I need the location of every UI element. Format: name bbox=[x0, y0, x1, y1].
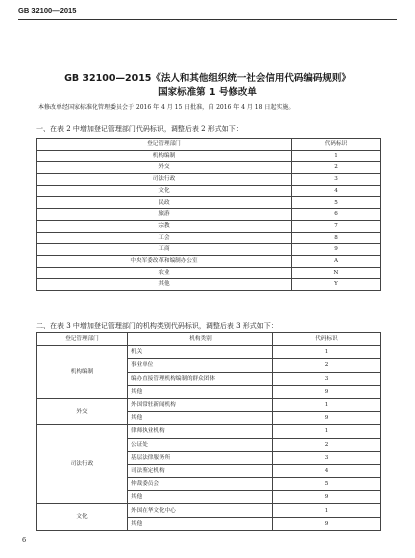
table-2 bbox=[36, 138, 381, 291]
code-cell: 1 bbox=[273, 425, 381, 438]
dept-cell: 机构编制 bbox=[37, 150, 292, 162]
table-3-header-dept: 登记管理部门 bbox=[37, 333, 128, 346]
table-row bbox=[37, 279, 381, 291]
category-cell: 其他 bbox=[128, 385, 273, 398]
category-cell: 编办直接管理机构编制的群众团体 bbox=[128, 372, 273, 385]
table-3-body bbox=[37, 333, 381, 531]
code-cell: 2 bbox=[292, 162, 381, 174]
code-cell: 5 bbox=[292, 197, 381, 209]
category-cell: 事业单位 bbox=[128, 359, 273, 372]
intro-paragraph: 本修改单经国家标准化管理委员会于 2016 年 4 月 15 日批准，自 2016 年 4 月 18 日起实施。 bbox=[38, 104, 295, 111]
dept-cell: 外交 bbox=[37, 162, 292, 174]
dept-cell: 工商 bbox=[37, 244, 292, 256]
document-subtitle: 国家标准第 1 号修改单 bbox=[158, 87, 257, 98]
category-cell: 基层法律服务所 bbox=[128, 451, 273, 464]
table-row bbox=[37, 346, 381, 359]
category-cell: 其他 bbox=[128, 491, 273, 504]
table-2-header-code: 代码标识 bbox=[292, 139, 381, 151]
table-2-header-dept: 登记管理部门 bbox=[37, 139, 292, 151]
category-cell: 司法鉴定机构 bbox=[128, 464, 273, 477]
category-cell: 其他 bbox=[128, 412, 273, 425]
code-cell: 9 bbox=[273, 412, 381, 425]
code-cell: 1 bbox=[292, 150, 381, 162]
code-cell: 9 bbox=[273, 517, 381, 530]
section-2-heading: 二、在表 3 中增加登记管理部门的机构类别代码标识，调整后表 3 形式如下： bbox=[36, 322, 278, 330]
table-3 bbox=[36, 332, 381, 531]
table-3-header-row bbox=[37, 333, 381, 346]
category-cell: 外国常驻新闻机构 bbox=[128, 398, 273, 411]
code-cell: 1 bbox=[273, 398, 381, 411]
table-3-header-code: 代码标识 bbox=[273, 333, 381, 346]
dept-cell: 司法行政 bbox=[37, 174, 292, 186]
code-cell: 3 bbox=[292, 174, 381, 186]
table-row bbox=[37, 162, 381, 174]
table-row bbox=[37, 150, 381, 162]
code-cell: 4 bbox=[273, 464, 381, 477]
table-row bbox=[37, 197, 381, 209]
code-cell: 1 bbox=[273, 346, 381, 359]
dept-group-cell: 司法行政 bbox=[37, 425, 128, 504]
dept-group-cell: 文化 bbox=[37, 504, 128, 530]
table-row bbox=[37, 504, 381, 517]
dept-cell: 文化 bbox=[37, 185, 292, 197]
code-cell: 7 bbox=[292, 220, 381, 232]
code-cell: 9 bbox=[273, 385, 381, 398]
table-row bbox=[37, 185, 381, 197]
code-cell: A bbox=[292, 255, 381, 267]
code-cell: Y bbox=[292, 279, 381, 291]
table-row bbox=[37, 220, 381, 232]
table-row bbox=[37, 255, 381, 267]
dept-cell: 宗教 bbox=[37, 220, 292, 232]
code-cell: 8 bbox=[292, 232, 381, 244]
category-cell: 其他 bbox=[128, 517, 273, 530]
table-row bbox=[37, 232, 381, 244]
code-cell: 9 bbox=[292, 244, 381, 256]
header-rule bbox=[18, 19, 397, 20]
category-cell: 机关 bbox=[128, 346, 273, 359]
table-row bbox=[37, 398, 381, 411]
table-row bbox=[37, 244, 381, 256]
table-2-body bbox=[37, 139, 381, 291]
code-cell: N bbox=[292, 267, 381, 279]
standard-code-header: GB 32100—2015 bbox=[18, 6, 77, 15]
dept-cell: 民政 bbox=[37, 197, 292, 209]
code-cell: 3 bbox=[273, 372, 381, 385]
category-cell: 外国在华文化中心 bbox=[128, 504, 273, 517]
code-cell: 4 bbox=[292, 185, 381, 197]
table-row bbox=[37, 209, 381, 221]
table-row bbox=[37, 267, 381, 279]
category-cell: 公证处 bbox=[128, 438, 273, 451]
code-cell: 1 bbox=[273, 504, 381, 517]
code-cell: 9 bbox=[273, 491, 381, 504]
code-cell: 3 bbox=[273, 451, 381, 464]
code-cell: 6 bbox=[292, 209, 381, 221]
table-3-header-category: 机构类别 bbox=[128, 333, 273, 346]
dept-cell: 工会 bbox=[37, 232, 292, 244]
dept-cell: 农业 bbox=[37, 267, 292, 279]
page-number: 6 bbox=[22, 536, 27, 544]
document-title: GB 32100—2015《法人和其他组织统一社会信用代码编码规则》 bbox=[64, 73, 351, 84]
table-2-header-row bbox=[37, 139, 381, 151]
dept-cell: 中央军委改革和编制办公室 bbox=[37, 255, 292, 267]
code-cell: 2 bbox=[273, 438, 381, 451]
code-cell: 2 bbox=[273, 359, 381, 372]
dept-cell: 旅游 bbox=[37, 209, 292, 221]
dept-cell: 其他 bbox=[37, 279, 292, 291]
code-cell: 5 bbox=[273, 478, 381, 491]
dept-group-cell: 机构编制 bbox=[37, 346, 128, 399]
category-cell: 律师执业机构 bbox=[128, 425, 273, 438]
category-cell: 仲裁委员会 bbox=[128, 478, 273, 491]
dept-group-cell: 外交 bbox=[37, 398, 128, 424]
table-row bbox=[37, 174, 381, 186]
table-row bbox=[37, 425, 381, 438]
section-1-heading: 一、在表 2 中增加登记管理部门代码标识，调整后表 2 形式如下： bbox=[36, 125, 243, 133]
